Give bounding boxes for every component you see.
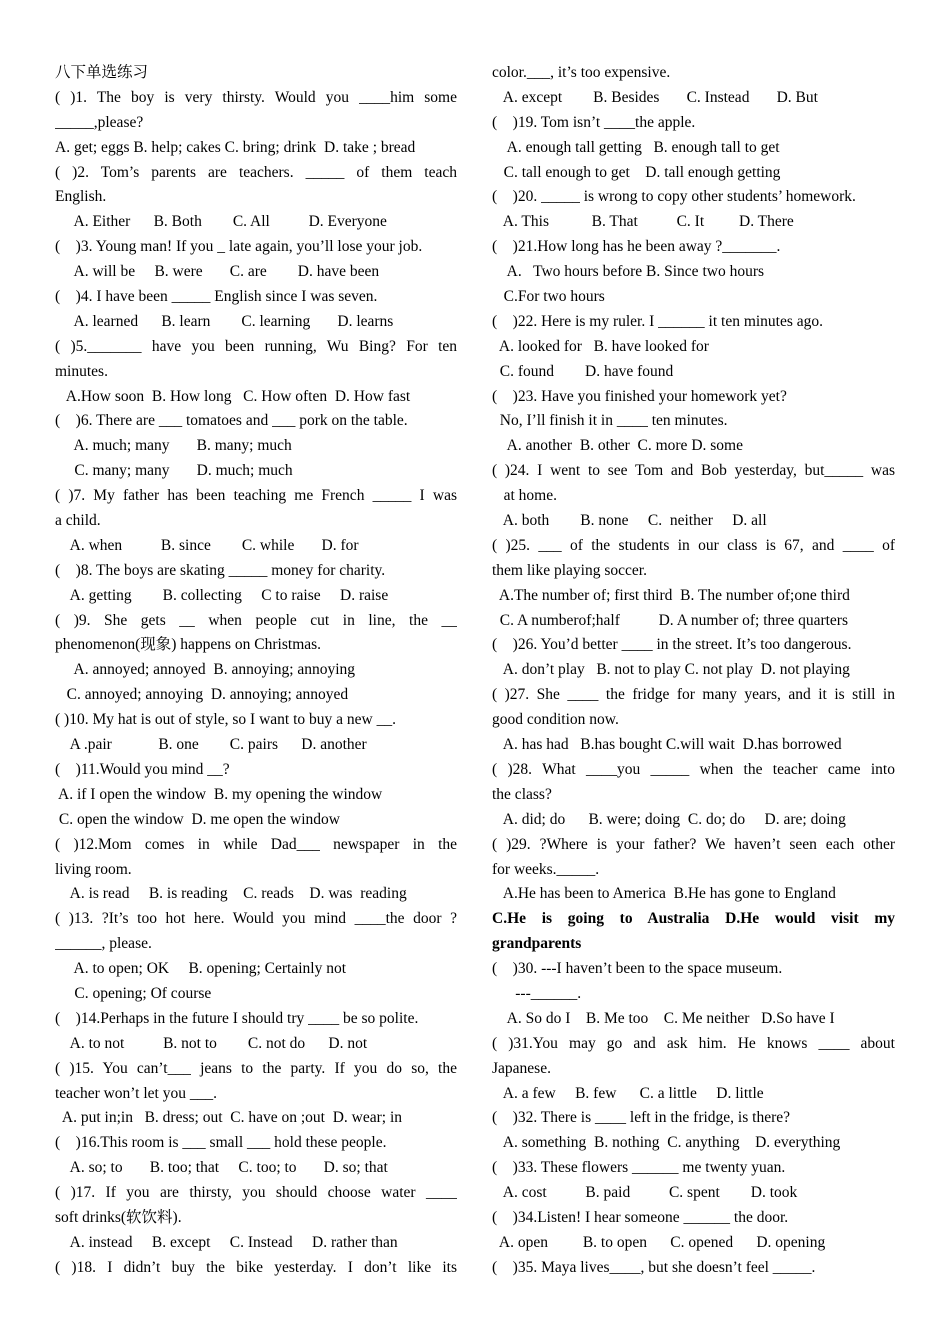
text-line: phenomenon(现象) happens on Christmas.: [55, 636, 322, 654]
text-line: C. open the window D. me open the window: [55, 810, 340, 828]
text-line: ---______.: [492, 984, 582, 1002]
text-line: A. looked for B. have looked for: [492, 337, 709, 355]
text-line: ( )19. Tom isn’t ____the apple.: [492, 113, 696, 131]
text-line: A .pair B. one C. pairs D. another: [55, 736, 367, 754]
text-line: A.He has been to America B.He has gone to England: [492, 885, 836, 903]
text-line: _____,please?: [55, 113, 144, 131]
text-line: A. Two hours before B. Since two hours: [492, 263, 765, 281]
text-line: at home.: [492, 487, 557, 505]
text-line: A. did; do B. were; doing C. do; do D. are; doing: [492, 810, 846, 828]
text-line: ( )13. ?It’s too hot here. Would you mind ____the door ?: [55, 910, 457, 928]
text-line: A. don’t play B. not to play C. not play D. not playing: [492, 661, 850, 679]
text-line: ( )21.How long has he been away ?_______.: [492, 238, 781, 256]
text-line: ( )29. ?Where is your father? We haven’t seen each other: [492, 835, 895, 853]
left-column: [55, 61, 457, 1281]
text-line: ( )32. There is ____ left in the fridge, is there?: [492, 1109, 790, 1127]
text-line: A. if I open the window B. my opening the window: [55, 785, 383, 803]
text-line: ( )18. I didn’t buy the bike yesterday. I don’t like its: [55, 1258, 457, 1276]
text-line: A. enough tall getting B. enough tall to get: [492, 138, 780, 156]
text-line: ( )31.You may go and ask him. He knows ____ about: [492, 1034, 895, 1052]
text-line: ( )20. _____ is wrong to copy other students’ homework.: [492, 188, 856, 206]
text-line: A. So do I B. Me too C. Me neither D.So have I: [492, 1009, 835, 1027]
text-line: ( )30. ---I haven’t been to the space museum.: [492, 960, 783, 978]
text-line: A. Either B. Both C. All D. Everyone: [55, 213, 387, 231]
text-line: C. opening; Of course: [55, 984, 212, 1002]
text-line: ( )2. Tom’s parents are teachers. _____ of them teach: [55, 163, 457, 181]
text-line: ( )24. I went to see Tom and Bob yesterday, but_____ was: [492, 462, 895, 480]
text-line: ( )12.Mom comes in while Dad___ newspaper in the: [55, 835, 457, 853]
text-line: for weeks._____.: [492, 860, 600, 878]
text-line: A. another B. other C. more D. some: [492, 437, 743, 455]
text-line: A. much; many B. many; much: [55, 437, 292, 455]
text-line: C. many; many D. much; much: [55, 462, 293, 480]
text-line: A. when B. since C. while D. for: [55, 536, 359, 554]
text-line: ( )8. The boys are skating _____ money for charity.: [55, 561, 386, 579]
text-line: A. has had B.has bought C.will wait D.has borrowed: [492, 736, 842, 754]
text-line: A. is read B. is reading C. reads D. was reading: [55, 885, 407, 903]
text-line: Japanese.: [492, 1059, 551, 1077]
text-line: C. annoyed; annoying D. annoying; annoyed: [55, 686, 349, 704]
text-line: C.For two hours: [492, 288, 605, 306]
text-line: ( )14.Perhaps in the future I should try ____ be so polite.: [55, 1009, 419, 1027]
text-line: ( )10. My hat is out of style, so I want to buy a new __.: [55, 711, 396, 729]
text-line: ( )23. Have you finished your homework yet?: [492, 387, 787, 405]
text-line: A. getting B. collecting C to raise D. raise: [55, 586, 389, 604]
text-line: 八下单选练习: [55, 64, 149, 81]
text-line: color.___, it’s too expensive.: [492, 64, 671, 81]
text-line: A.How soon B. How long C. How often D. How fast: [55, 387, 411, 405]
text-line: A. both B. none C. neither D. all: [492, 512, 767, 530]
text-line: ( )3. Young man! If you _ late again, you’ll lose your job.: [55, 238, 423, 256]
text-line: ( )26. You’d better ____ in the street. It’s too dangerous.: [492, 636, 852, 654]
text-line: ( )22. Here is my ruler. I ______ it ten minutes ago.: [492, 312, 824, 330]
text-line: minutes.: [55, 362, 108, 380]
text-line: ( )15. You can’t___ jeans to the party. If you do so, the: [55, 1059, 457, 1077]
text-line: ( )6. There are ___ tomatoes and ___ pork on the table.: [55, 412, 408, 430]
text-line: English.: [55, 188, 107, 206]
text-line: ( )7. My father has been teaching me French _____ I was: [55, 487, 457, 505]
text-line: ( )4. I have been _____ English since I was seven.: [55, 288, 378, 306]
text-line: good condition now.: [492, 711, 619, 729]
text-line: ( )5._______ have you been running, Wu Bing? For ten: [55, 337, 457, 355]
text-line: C. tall enough to get D. tall enough getting: [492, 163, 781, 181]
text-line: A. annoyed; annoyed B. annoying; annoying: [55, 661, 356, 679]
text-line: ( )25. ___ of the students in our class is 67, and ____ of: [492, 536, 895, 554]
text-line: A. cost B. paid C. spent D. took: [492, 1184, 798, 1202]
text-line: teacher won’t let you ___.: [55, 1084, 217, 1102]
text-line: ( )11.Would you mind __?: [55, 760, 230, 778]
text-line: them like playing soccer.: [492, 561, 647, 579]
text-line: A. to not B. not to C. not do D. not: [55, 1034, 368, 1052]
text-line: ( )28. What ____you _____ when the teacher came into: [492, 760, 895, 778]
text-line: A. a few B. few C. a little D. little: [492, 1084, 764, 1102]
text-line: soft drinks(软饮料).: [55, 1208, 182, 1226]
text-line: ( )35. Maya lives____, but she doesn’t feel _____.: [492, 1258, 816, 1276]
text-line: A. except B. Besides C. Instead D. But: [492, 88, 818, 106]
text-line: C.He is going to Australia D.He would visit my: [492, 910, 895, 928]
text-line: A. something B. nothing C. anything D. everything: [492, 1134, 841, 1152]
text-line: A. to open; OK B. opening; Certainly not: [55, 960, 347, 978]
text-line: A. learned B. learn C. learning D. learns: [55, 312, 394, 330]
text-line: ( )27. She ____ the fridge for many years, and it is still in: [492, 686, 895, 704]
text-line: A. will be B. were C. are D. have been: [55, 263, 380, 281]
text-line: living room.: [55, 860, 132, 878]
text-line: C. found D. have found: [492, 362, 674, 380]
text-line: ( )17. If you are thirsty, you should choose water ____: [55, 1184, 457, 1202]
text-line: A. This B. That C. It D. There: [492, 213, 794, 231]
text-line: No, I’ll finish it in ____ ten minutes.: [492, 412, 728, 430]
text-line: C. A numberof;half D. A number of; three quarters: [492, 611, 849, 629]
text-line: a child.: [55, 512, 101, 530]
text-line: ( )1. The boy is very thirsty. Would you ____him some: [55, 88, 457, 106]
text-line: the class?: [492, 785, 552, 803]
text-line: ______, please.: [55, 935, 152, 953]
text-line: ( )33. These flowers ______ me twenty yuan.: [492, 1159, 786, 1177]
text-line: A. put in;in B. dress; out C. have on ;out D. wear; in: [55, 1109, 403, 1127]
text-line: A. open B. to open C. opened D. opening: [492, 1233, 826, 1251]
text-line: A.The number of; first third B. The number of;one third: [492, 586, 850, 604]
text-line: A. get; eggs B. help; cakes C. bring; drink D. take ; bread: [55, 138, 416, 156]
text-line: grandparents: [492, 935, 582, 953]
text-line: A. so; to B. too; that C. too; to D. so; that: [55, 1159, 388, 1177]
text-line: ( )16.This room is ___ small ___ hold these people.: [55, 1134, 387, 1152]
text-line: ( )34.Listen! I hear someone ______ the door.: [492, 1208, 789, 1226]
right-column: [492, 61, 895, 1281]
text-line: ( )9. She gets __ when people cut in line, the __: [55, 611, 457, 629]
text-line: A. instead B. except C. Instead D. rather than: [55, 1233, 398, 1251]
